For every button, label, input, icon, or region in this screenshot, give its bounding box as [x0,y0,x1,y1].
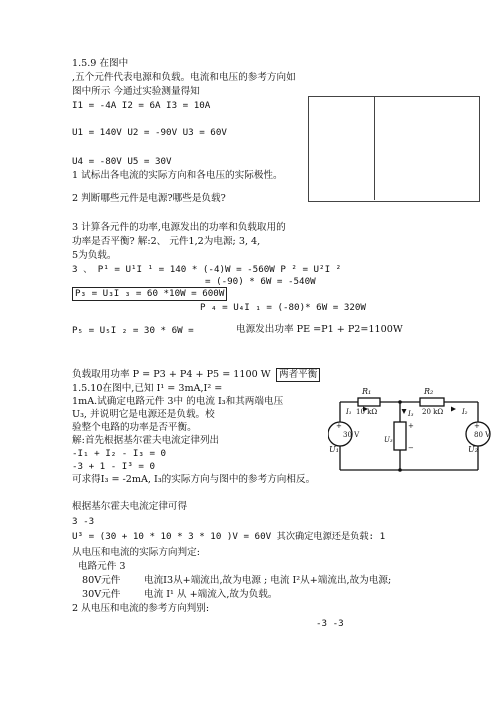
node-top [398,400,402,404]
u2-value: 80 V [474,431,491,439]
u1-plus: + [336,422,342,430]
source-power: 电源发出功率 PE =P1 + P2=1100W [236,324,403,335]
problem-159-title: 1.5.9 在图中 [72,58,129,69]
actual-direction-judgement: 从电压和电流的实际方向判定: [72,547,200,558]
question-3-answer-cont: 5为负载。 [72,250,117,261]
problem-1510-title: 1.5.10在图中,已知 I¹ = 3mA,I² = [72,383,223,394]
arrow-i2-icon [451,407,456,412]
question-3: 3 计算各元件的功率,电源发出的功率和负载取用的 [72,222,286,233]
problem-159-line2: 图中所示 今通过实验测量得知 [72,86,200,97]
arrow-i3-icon [402,409,407,414]
u3-minus: − [408,444,414,452]
power-p1-p2: 3 、 P¹ = U¹I ¹ = 140 * (-4)W = -560W P ² = U²I ² [72,264,342,275]
resistor-r2 [420,398,444,406]
circuit-diagram [328,382,492,482]
voltages-given-2: U4 = -80V U5 = 30V [72,156,172,167]
i3-label: I₃ [408,410,414,418]
u3-result: U³ = (30 + 10 * 10 * 3 * 10 )V = 60V 其次确定电源还是负载: 1 [72,531,386,542]
u3-label: U₃ [384,436,393,444]
kcl-equation-2: -3 + 1 - I³ = 0 [72,461,155,472]
kvl-intro: 根据基尔霍夫电流定律可得 [72,501,188,512]
figure-divider [374,97,375,200]
problem-159-line1: ,五个元件代表电源和负载。电流和电压的参考方向如 [72,72,296,83]
element-3-box [394,422,406,450]
u1-value: 30 V [343,431,360,439]
element-30v-label: 30V元件 [82,589,121,600]
r1-label: R₁ [362,387,372,396]
node-bottom [398,468,402,472]
power-p2-value: = (-90) * 6W = -540W [205,276,316,287]
exponents-line: 3 -3 [72,516,95,527]
r1-value: 10 kΩ [356,408,378,416]
problem-1510-line2: U₃, 并说明它是电源还是负载。校 [72,409,215,420]
power-p3: P₃ = U₃I ₃ = 60 *10W = 600W [72,287,227,301]
u2-label: U₂ [468,445,478,454]
i1-label: I₁ [346,408,352,416]
u3-plus: + [408,422,414,430]
voltages-given-1: U1 = 140V U2 = -90V U3 = 60V [72,127,227,138]
question-3-answer: 功率是否平衡? 解:2、 元件1,2为电源; 3, 4, [72,236,261,247]
element-80v-text: 电流I3从+端流出,故为电源 ; 电流 I²从+端流出,故为电源; [144,575,392,586]
i3-result: 可求得I₃ = -2mA, I₃的实际方向与图中的参考方向相反。 [72,474,316,485]
question-2: 2 判断哪些元件是电源?哪些是负载? [72,193,226,204]
i2-label: I₂ [462,408,468,416]
r2-label: R₂ [424,387,434,396]
exponents-line-2: -3 -3 [316,618,344,629]
r2-value: 20 kΩ [422,408,444,416]
element-30v-text: 电流 I¹ 从 +端流入,故为负载。 [144,589,278,600]
currents-given: I1 = -4A I2 = 6A I3 = 10A [72,100,211,111]
question-1: 1 试标出各电流的实际方向和各电压的实际极性。 [72,170,283,181]
reference-direction-judgement: 2 从电压和电流的参考方向判别: [72,603,210,614]
problem-1510-line1: 1mA.试确定电路元件 3中 的电流 I₃和其两端电压 [72,396,284,407]
u2-plus: + [474,422,480,430]
balance-note: 两者平衡 [276,368,320,382]
load-power: 负载取用功率 P = P3 + P4 + P5 = 1100 W [72,369,271,380]
problem-1510-line3: 验整个电路的功率是否平衡。 [72,422,197,433]
power-p5: P₅ = U₅I ₂ = 30 * 6W = [72,325,194,336]
kcl-equation-1: -I₁ + I₂ - I₃ = 0 [72,448,167,459]
element-3: 电路元件 3 [78,561,126,572]
u1-label: U₁ [329,445,339,454]
power-p4: P ₄ = U₄I ₁ = (-80)* 6W = 320W [200,302,366,313]
resistor-r1 [358,398,380,406]
problem-1510-solution: 解:首先根据基尔霍夫电流定律列出 [72,435,220,446]
element-80v-label: 80V元件 [82,575,121,586]
figure-placeholder [308,96,480,202]
